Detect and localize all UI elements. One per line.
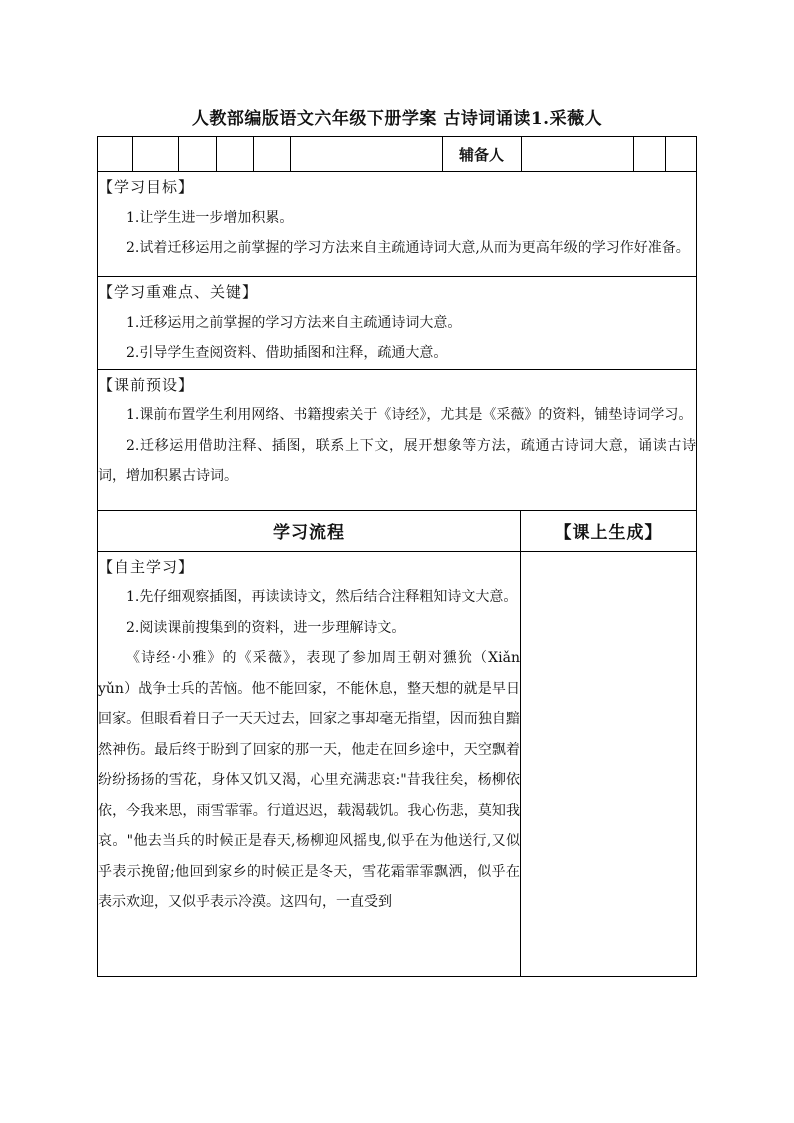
key-points-row: [98, 277, 697, 370]
goals-section: [98, 172, 697, 277]
goal-item: 1.让学生进一步增加积累。: [126, 209, 294, 226]
header-cell-blank: [132, 137, 178, 171]
key-points-section: [98, 277, 697, 370]
flow-passage: 《诗经·小雅》的《采薇》，表现了参加周王朝对獯狁（Xiǎn yǔn）战争士兵的苦恼。他不能回家，不能休息，整天想的就是早日回家。但眼看着日子一天天过去，回家之事却毫无指望，因而独自黯然神伤。最后终于盼到了回家的那一天，他走在回乡途中，天空飘着纷纷扬扬的雪花，身体又饥又渴，心里充满悲哀:"昔我往矣，杨柳依依，今我来思，雨雪霏霏。行道迟迟，载渴载饥。我心伤悲，莫知我哀。"他去当兵的时候正是春天,杨柳迎风摇曳,似乎在为他送行,又似乎表示挽留;他回到家乡的时候正是冬天，雪花霜霏霏飘洒，似乎在表示欢迎，又似乎表示冷漠。这四句，一直受到: [98, 650, 520, 910]
header-cell-blank: [253, 137, 290, 171]
flow-left-header: 学习流程: [98, 510, 521, 551]
goal-item: 2.试着迁移运用之前掌握的学习方法来自主疏通诗词大意,从而为更高年级的学习作好准备。: [126, 240, 690, 256]
goals-heading: 【学习目标】: [98, 178, 195, 196]
flow-right-header: 【课上生成】: [521, 510, 697, 551]
header-cell-blank: [665, 137, 697, 171]
header-cell-blank: [98, 137, 132, 171]
header-cells: [98, 137, 697, 171]
document-title: 人教部编版语文六年级下册学案 古诗词诵读1.采薇人: [191, 109, 603, 129]
preview-heading: 【课前预设】: [98, 375, 195, 394]
key-points-heading: 【学习重难点、关键】: [98, 283, 259, 301]
flow-body-row: [98, 551, 697, 976]
flow-item: 1.先仔细观察插图，再读读诗文，然后结合注释粗知诗文大意。: [126, 589, 518, 605]
flow-item: 2.阅读课前搜集到的资料，进一步理解诗文。: [126, 619, 406, 636]
header-cell-blank: [178, 137, 216, 171]
header-cell-blank: [290, 137, 442, 171]
preview-item: 2.迁移运用借助注释、插图，联系上下文，展开想象等方法，疏通古诗词大意，诵读古诗词，增加积累古诗词。: [98, 437, 696, 484]
header-row: [98, 137, 697, 172]
self-study-heading: 【自主学习】: [98, 557, 195, 576]
preview-item: 1.课前布置学生利用网络、书籍搜索关于《诗经》，尤其是《采薇》的资料，铺垫诗词学习。: [126, 407, 693, 423]
flow-left-body: [98, 551, 521, 976]
header-cell-blank: [521, 137, 633, 171]
flow-right-body: [521, 551, 697, 976]
key-point-item: 1.迁移运用之前掌握的学习方法来自主疏通诗词大意。: [126, 314, 462, 331]
preview-row: [98, 369, 697, 510]
lesson-plan-table: [97, 136, 697, 977]
fu-bei-label: 辅备人: [442, 137, 521, 171]
key-point-item: 2.引导学生查阅资料、借助插图和注释，疏通大意。: [126, 345, 448, 361]
preview-section: [98, 369, 697, 510]
header-cell-blank: [633, 137, 665, 171]
header-cell-blank: [216, 137, 253, 171]
flow-header-row: [98, 510, 697, 551]
goals-row: [98, 172, 697, 277]
